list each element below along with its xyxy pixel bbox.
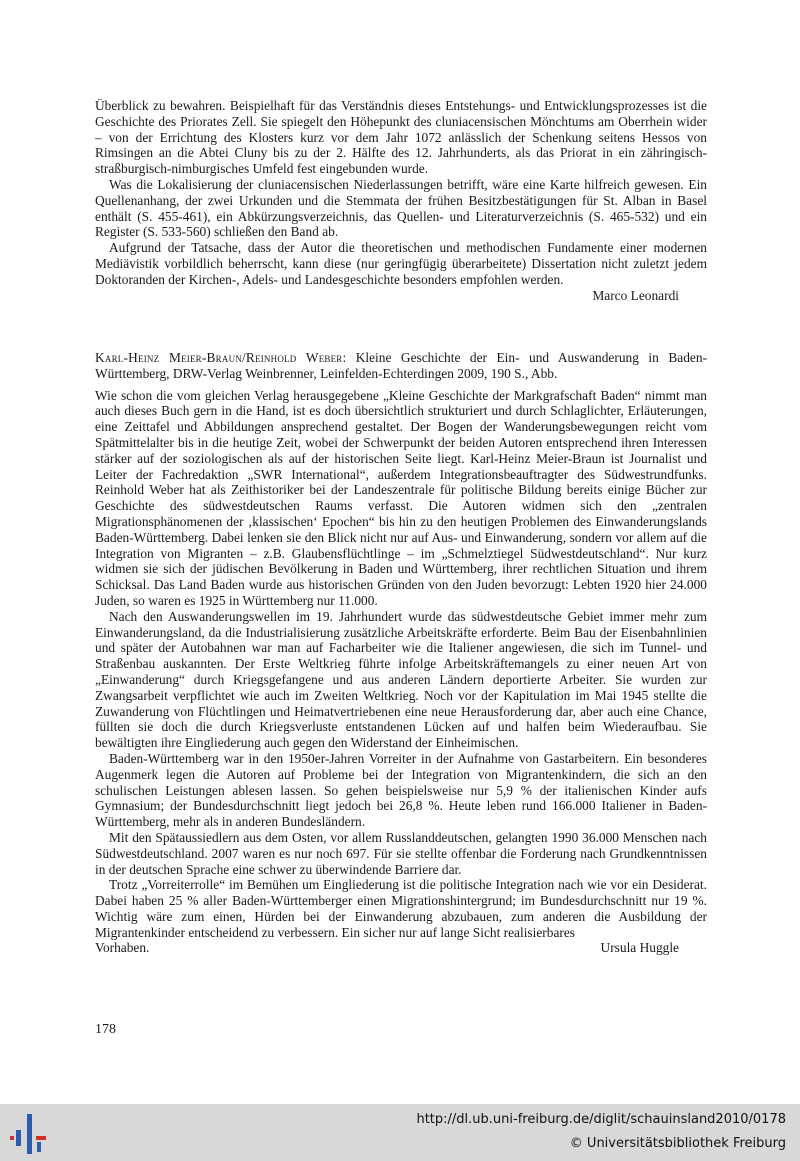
review-1 — [95, 98, 707, 303]
paragraph: Wie schon die vom gleichen Verlag herausgegebene „Kleine Geschichte der Markgrafschaft Baden“ nimmt man auch dieses Buch gern in die Hand, ist es doch übersichtlich strukturiert und durch Schlaglichter, Erläuterungen, eine Zeittafel und Abbildungen ansprechend gestaltet. Der Bogen der Wanderungsbewegungen reicht vom Spätmittelalter bis in die heutige Zeit, wobei der Schwerpunkt der beiden Autoren entsprechend ihren Interessen stärker auf der soziologischen als auf der historischen Seite liegt. Karl-Heinz Meier-Braun ist Journalist und Leiter der Fachredaktion „SWR International“, außerdem Integrationsbeauftragter des Südwestrundfunks. Reinhold Weber hat als Zeithistoriker bei der Landeszentrale für politische Bildung bereits einige Bücher zur Geschichte des südwestdeutschen Raums verfasst. Die Autoren widmen sich den „zentralen Migrationsphänomenen der ‚klassischen‘ Epochen“ bis hin zu den heutigen Problemen des Einwanderungslands Baden-Württemberg. Dabei lenken sie den Blick nicht nur auf Aus- und Einwanderung, sondern vor allem auf die Integration von Migranten – z.B. Glaubensflüchtlinge – im „Schmelztiegel Südwestdeutschland“. Nur kurz widmen sie sich der jüdischen Bevölkerung in Baden und Württemberg, ihrer rechtlichen Situation und ihrem Schicksal. Das Land Baden wurde aus historischen Gründen von den Juden bevorzugt: Lebten 1920 hier 24.000 Juden, so waren es 1925 in Württemberg nur 11.000. — [95, 387, 707, 608]
reviewer-signature: Ursula Huggle — [600, 940, 679, 956]
paragraph: Baden-Württemberg war in den 1950er-Jahren Vorreiter in der Aufnahme von Gastarbeitern. Ein besonderes Augenmerk legen die Autoren auf Probleme bei der Integration von Migrantenkindern, die sich an den schulischen Leistungen ablesen lassen. So gehen beispielsweise nur 5,9 % der italienischen Kinder aufs Gymnasium; der Bundesdurchschnitt liegt jedoch bei 26,8 %. Heute leben rund 166.000 Italiener in Baden-Württemberg, mehr als in anderen Bundesländern. — [95, 750, 707, 830]
paragraph: Nach den Auswanderungswellen im 19. Jahrhundert wurde das südwestdeutsche Gebiet immer mehr zum Einwanderungsland, da die Industrialisierung zusätzliche Arbeitskräfte erforderte. Beim Bau der Eisenbahnlinien und später der Autobahnen war man auf Facharbeiter wie die Italiener angewiesen, die sich im Tunnel- und Straßenbau auskannten. Der Erste Weltkrieg führte infolge Arbeitskräftemangels zu einer neuen Art von „Einwanderung“ durch Kriegsgefangene und aus anderen Ländern deportierte Arbeiter. Sie wurden zur Zwangsarbeit verpflichtet wie auch im Zweiten Weltkrieg. Noch vor der Kapitulation im Mai 1945 stellte die Zuwanderung von Flüchtlingen und Heimatvertriebenen eine neue Herausforderung dar, aber auch eine Chance, füllten sie doch die durch Kriegsverluste entstandenen Lücken auf und halfen beim Wiederaufbau. Sie bewältigten ihre Eingliederung auch gegen den Widerstand der Einheimischen. — [95, 608, 707, 751]
review-heading — [95, 350, 707, 382]
footer-bar — [0, 1104, 800, 1161]
closing-line — [95, 940, 707, 956]
review-2 — [95, 350, 707, 956]
paragraph: Aufgrund der Tatsache, dass der Autor die theoretischen und methodischen Fundamente einer modernen Mediävistik vorbildlich beherrscht, kann diese (nur geringfügig überarbeitete) Dissertation nicht zuletzt jedem Doktoranden der Kirchen-, Adels- und Landesgeschichte besonders empfohlen werden. — [95, 240, 707, 287]
paragraph: Überblick zu bewahren. Beispielhaft für das Verständnis dieses Entstehungs- und Entwicklungsprozesses ist die Geschichte des Priorates Zell. Sie spiegelt den Höhepunkt des cluniacensischen Mönchtums am Oberrhein wider – von der Errichtung des Klosters kurz vor dem Jahr 1072 anlässlich der Schenkung seitens Hessos von Rimsingen an die Abtei Cluny bis zu der 2. Hälfte des 12. Jahrhunderts, als das Priorat in ein zähringisch-straßburgisch-nimburgisches Umfeld fest eingebunden wurde. — [95, 98, 707, 177]
source-url-link[interactable]: http://dl.ub.uni-freiburg.de/diglit/schauinsland2010/0178 — [416, 1112, 786, 1127]
ub-freiburg-logo-icon — [10, 1112, 50, 1156]
paragraph: Mit den Spätaussiedlern aus dem Osten, vor allem Russlanddeutschen, gelangten 1990 36.000 Menschen nach Südwestdeutschland. 2007 waren es nur noch 697. Für sie stellte offenbar die Forderung nach Grundkenntnissen in der deutschen Sprache eine schwer zu überwindende Barriere dar. — [95, 829, 707, 877]
book-citation: : Kleine Geschichte der Ein- und Auswanderung in Baden-Württemberg, DRW-Verlag Weinbrenner, Leinfelden-Echterdingen 2009, 190 S., Abb. — [95, 350, 707, 381]
paragraph: Was die Lokalisierung der cluniacensischen Niederlassungen betrifft, wäre eine Karte hilfreich gewesen. Ein Quellenanhang, der zwei Urkunden und die Stemmata der frühen Besitzbestätigungen für St. Alban in Basel enthält (S. 455-461), ein Abkürzungsverzeichnis, das Quellen- und Literaturverzeichnis (S. 465-532) und ein Register (S. 533-560) schließen den Band ab. — [95, 176, 707, 240]
reviewer-signature: Marco Leonardi — [592, 287, 679, 303]
book-authors: Karl-Heinz Meier-Braun/Reinhold Weber — [95, 350, 343, 365]
paragraph-end: Vorhaben. — [95, 940, 150, 956]
page-number: 178 — [95, 1022, 116, 1037]
paragraph: Trotz „Vorreiterrolle“ im Bemühen um Eingliederung ist die politische Integration nach wie vor ein Desiderat. Dabei haben 25 % aller Baden-Württemberger einen Migrationshintergrund; im Bundesdurchschnitt nur 19 %. Wichtig wäre zum einen, Hürden bei der Einwanderung abzubauen, zum anderen die Ausbildung der Migrantenkinder entscheidend zu verbessern. Ein sicher nur auf lange Sicht realisierbares — [95, 877, 707, 940]
copyright-notice: © Universitätsbibliothek Freiburg — [569, 1136, 786, 1151]
